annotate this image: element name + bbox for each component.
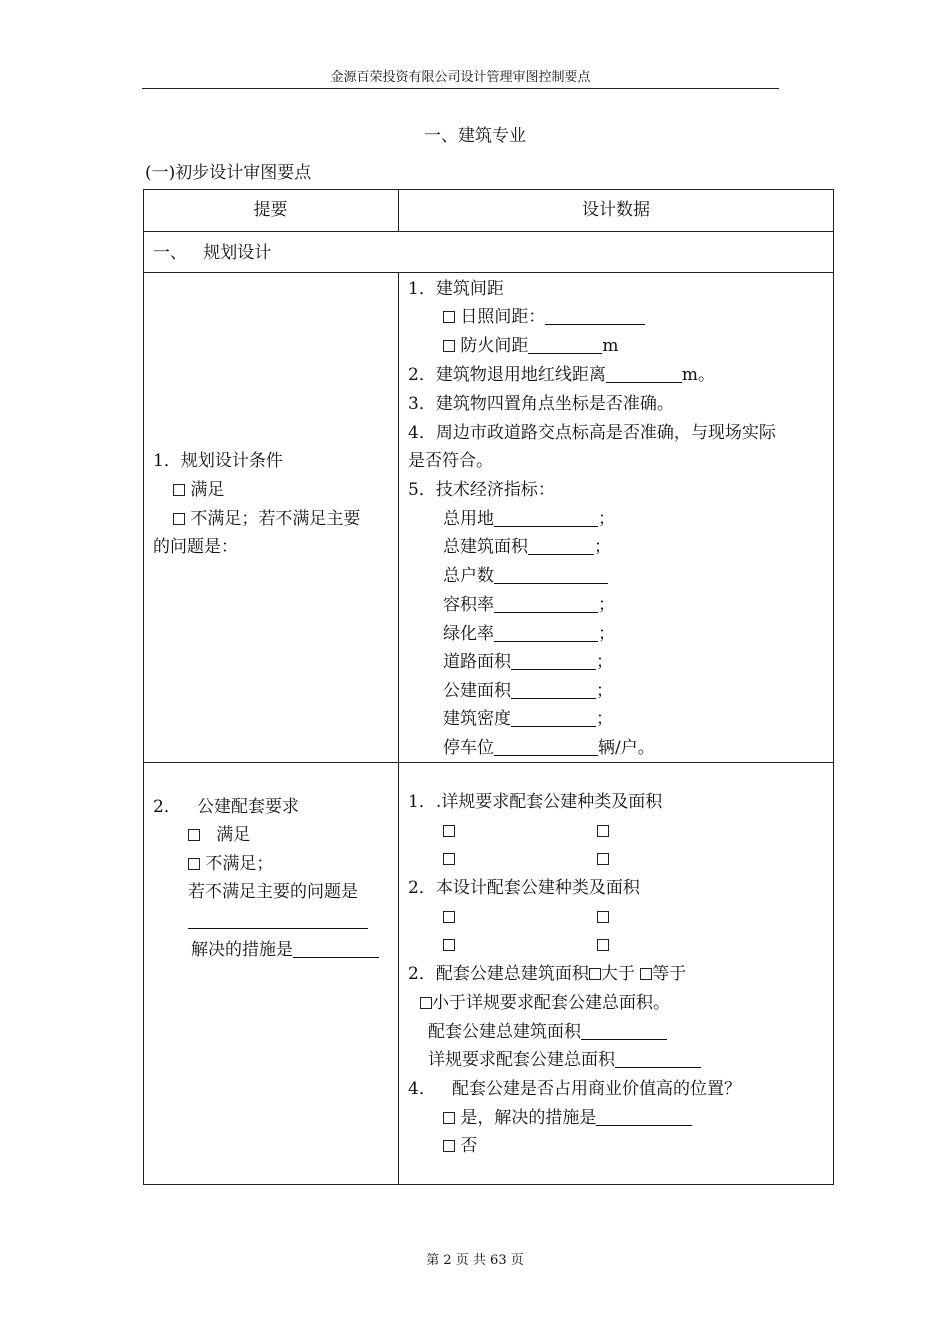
checkbox-icon[interactable] [188, 858, 200, 870]
item-building-spacing: 1．建筑间距 [408, 279, 504, 299]
checkbox-icon[interactable] [173, 484, 185, 496]
row2-option-satisfied [188, 825, 250, 845]
option-label: 满足 [190, 480, 225, 500]
fill-blank[interactable] [528, 538, 594, 555]
item-setback: 2．建筑物退用地红线距离 m。 [408, 365, 715, 385]
checkbox-icon[interactable] [597, 825, 609, 837]
fill-blank[interactable] [494, 596, 598, 613]
item-required-facility-area: 详规要求配套公建总面积 [428, 1050, 701, 1070]
checkbox-icon[interactable] [443, 825, 455, 837]
fill-blank[interactable] [494, 567, 608, 584]
metric-total-floor-area: 总建筑面积 ； [443, 537, 611, 557]
checkbox-row [597, 935, 609, 955]
fill-blank[interactable] [615, 1051, 701, 1068]
row1-option-not-satisfied [173, 509, 360, 529]
checkbox-icon[interactable] [173, 513, 185, 525]
row2-option-not-satisfied [188, 854, 273, 874]
fill-blank[interactable] [545, 308, 645, 325]
column-divider [398, 272, 399, 1185]
checkbox-icon[interactable] [443, 311, 455, 323]
checkbox-icon[interactable] [443, 853, 455, 865]
row2-left-title: 2． 公建配套要求 [153, 797, 300, 817]
checkbox-row [443, 849, 455, 869]
metric-public-area: 公建面积 ； [443, 681, 613, 701]
checkbox-icon[interactable] [597, 911, 609, 923]
item-commercial-no: 否 [443, 1136, 477, 1156]
metric-parking: 停车位 辆/户。 [443, 738, 655, 758]
row2-measure: 解决的措施是 [191, 940, 379, 960]
section-row-planning: 一、 规划设计 [153, 243, 272, 263]
table-divider [143, 272, 834, 273]
fill-blank[interactable] [511, 653, 596, 670]
checkbox-row [597, 821, 609, 841]
item-road-elevation: 4．周边市政道路交点标高是否准确，与现场实际 [408, 423, 776, 443]
checkbox-icon[interactable] [420, 997, 432, 1009]
row2-problem-label: 若不满足主要的问题是 [188, 882, 358, 902]
item-tech-indicators: 5．技术经济指标： [408, 480, 555, 500]
checkbox-row [443, 935, 455, 955]
fill-blank[interactable] [494, 625, 598, 642]
fill-blank[interactable] [494, 510, 598, 527]
checkbox-icon[interactable] [443, 340, 455, 352]
col-header-design-data: 设计数据 [582, 200, 650, 220]
row1-left-title: 1．规划设计条件 [153, 451, 283, 471]
checkbox-row [443, 821, 455, 841]
page-footer: 第 2 页 共 63 页 [426, 1253, 524, 1268]
option-label: 不满足；若不满足主要 [190, 509, 361, 529]
item-required-facilities: 1．.详规要求配套公建种类及面积 [408, 792, 663, 812]
checkbox-icon[interactable] [443, 1112, 455, 1124]
fill-blank[interactable] [188, 912, 368, 929]
fill-blank[interactable] [606, 366, 682, 383]
item-commercial-position: 4． 配套公建是否占用商业价值高的位置？ [408, 1079, 742, 1099]
checkbox-icon[interactable] [443, 939, 455, 951]
fill-blank[interactable] [511, 682, 596, 699]
item-commercial-yes: 是，解决的措施是 [443, 1108, 692, 1128]
row1-option-satisfied [173, 480, 224, 500]
item-road-elevation-cont: 是否符合。 [408, 451, 493, 471]
sub-title: (一)初步设计审图要点 [145, 163, 312, 183]
checkbox-row [597, 907, 609, 927]
item-corner-coords: 3．建筑物四置角点坐标是否准确。 [408, 394, 674, 414]
metric-building-density: 建筑密度 ； [443, 709, 613, 729]
fill-blank[interactable] [596, 1109, 692, 1126]
metric-total-land: 总用地 ； [443, 509, 615, 529]
checkbox-icon[interactable] [597, 939, 609, 951]
row1-problem-label: 的问题是： [153, 537, 238, 557]
checkbox-icon[interactable] [640, 968, 652, 980]
metric-far: 容积率 ； [443, 595, 615, 615]
checkbox-icon[interactable] [188, 829, 200, 841]
table-divider [143, 762, 834, 763]
fill-blank[interactable] [494, 739, 598, 756]
item-total-facility-area: 配套公建总建筑面积 [428, 1022, 667, 1042]
fill-blank[interactable] [528, 337, 602, 354]
option-label: 满足 [216, 825, 251, 845]
table-divider [143, 231, 834, 232]
item-area-compare-less: 小于详规要求配套公建总面积。 [420, 993, 670, 1013]
item-design-facilities: 2．本设计配套公建种类及面积 [408, 878, 640, 898]
checkbox-icon[interactable] [443, 911, 455, 923]
checkbox-icon[interactable] [589, 968, 601, 980]
metric-households: 总户数 [443, 566, 608, 586]
item-fire-spacing: 防火间距 m [443, 336, 619, 356]
row2-problem-blank [188, 911, 368, 931]
item-area-compare: 2．配套公建总建筑面积 大于 等于 [408, 964, 687, 984]
checkbox-icon[interactable] [443, 1140, 455, 1152]
col-header-summary: 提要 [253, 200, 288, 220]
fill-blank[interactable] [581, 1023, 667, 1040]
fill-blank[interactable] [511, 710, 596, 727]
page-header: 金源百荣投资有限公司设计管理审图控制要点 [142, 70, 779, 89]
metric-road-area: 道路面积 ； [443, 652, 613, 672]
option-label: 不满足； [205, 854, 274, 874]
checkbox-row [443, 907, 455, 927]
section-title: 一、建筑专业 [424, 126, 526, 146]
fill-blank[interactable] [293, 941, 379, 958]
metric-green-ratio: 绿化率 ； [443, 624, 615, 644]
item-sunlight-spacing: 日照间距： [443, 307, 645, 327]
checkbox-icon[interactable] [597, 853, 609, 865]
checkbox-row [597, 849, 609, 869]
